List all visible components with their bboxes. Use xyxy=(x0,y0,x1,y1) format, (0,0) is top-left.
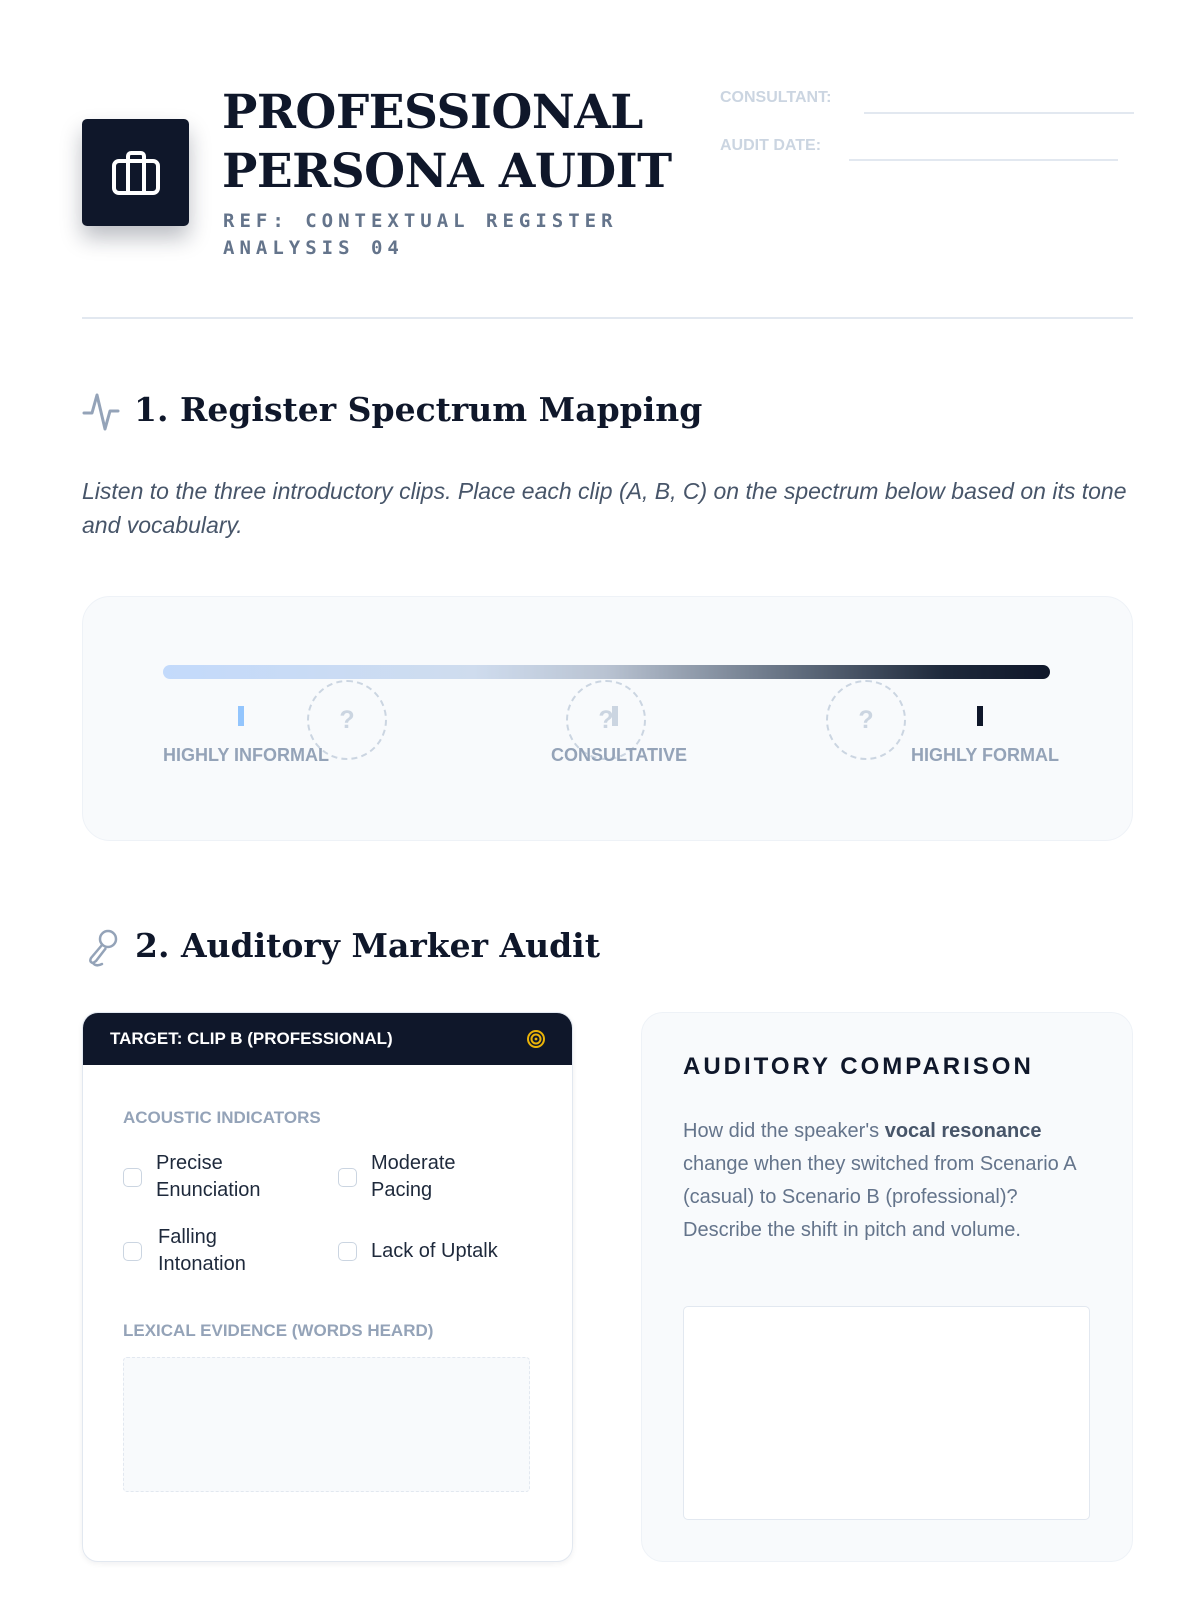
checkbox-label: Lack of Uptalk xyxy=(371,1240,498,1262)
checkbox-label: Moderate xyxy=(371,1152,456,1174)
auditory-comparison-title: AUDITORY COMPARISON xyxy=(683,1053,1034,1080)
reference-line-1: REF: CONTEXTUAL REGISTER xyxy=(223,210,618,232)
acoustic-indicators-label: ACOUSTIC INDICATORS xyxy=(123,1108,321,1127)
reference-line-2: ANALYSIS 04 xyxy=(223,237,404,259)
target-icon xyxy=(526,1029,546,1049)
spectrum-tick-informal xyxy=(238,706,244,726)
checkbox-precise-enunciation[interactable] xyxy=(123,1150,261,1204)
consultant-label: CONSULTANT: xyxy=(720,89,832,106)
prompt-text: How did the speaker's xyxy=(683,1120,885,1142)
page-title-line-2: PERSONA AUDIT xyxy=(222,144,672,199)
section-1-title: 1. Register Spectrum Mapping xyxy=(134,390,703,429)
prompt-text: change when they switched from Scenario A (casual) to Scenario B (professional)? Describe the shift in pitch and volume. xyxy=(683,1153,1076,1241)
checkbox[interactable] xyxy=(338,1242,357,1261)
checkbox-moderate-pacing[interactable] xyxy=(338,1150,456,1204)
card-header xyxy=(83,1013,572,1065)
checkbox-label: Falling xyxy=(158,1226,217,1248)
checkbox-label: Enunciation xyxy=(156,1179,261,1201)
clip-drop-zone[interactable]: ? xyxy=(307,680,387,760)
page-title-line-1: PROFESSIONAL xyxy=(222,85,643,140)
clip-b-audit-card xyxy=(82,1012,573,1562)
spectrum-label-informal: HIGHLY INFORMAL xyxy=(163,745,330,765)
checkbox-label: Intonation xyxy=(158,1253,246,1275)
checkbox[interactable] xyxy=(338,1168,357,1187)
consultant-field[interactable] xyxy=(864,112,1134,114)
checkbox-label: Pacing xyxy=(371,1179,433,1201)
prompt-emphasis: vocal resonance xyxy=(884,1120,1042,1142)
card-header-title: TARGET: CLIP B (PROFESSIONAL) xyxy=(110,1029,393,1048)
spectrum-label-formal: HIGHLY FORMAL xyxy=(911,745,1060,765)
auditory-comparison-answer-box[interactable] xyxy=(683,1306,1090,1520)
checkbox-falling-intonation[interactable] xyxy=(123,1224,246,1278)
checkbox-label: Precise xyxy=(156,1152,223,1174)
spectrum-label-consultative: CONSULTATIVE xyxy=(551,745,687,765)
audit-date-label: AUDIT DATE: xyxy=(720,137,822,154)
spectrum-tick-formal xyxy=(977,706,983,726)
auditory-comparison-prompt xyxy=(683,1115,1083,1247)
microphone-icon xyxy=(86,928,120,968)
logo-badge xyxy=(82,119,189,226)
checkbox-lack-of-uptalk[interactable] xyxy=(338,1238,498,1265)
auditory-comparison-panel xyxy=(641,1012,1133,1562)
header-divider xyxy=(82,317,1133,319)
audit-date-field[interactable] xyxy=(849,159,1118,161)
section-1-instructions: Listen to the three introductory clips. Place each clip (A, B, C) on the spectrum below based on its tone and vocabulary. xyxy=(82,478,1127,538)
checkbox[interactable] xyxy=(123,1168,142,1187)
lexical-evidence-input[interactable] xyxy=(123,1357,530,1492)
briefcase-icon xyxy=(110,149,162,197)
register-spectrum-bar xyxy=(163,665,1050,679)
clip-drop-zone[interactable]: ? xyxy=(826,680,906,760)
clip-drop-zone[interactable]: ? xyxy=(566,680,646,760)
checkbox[interactable] xyxy=(123,1242,142,1261)
section-2-title: 2. Auditory Marker Audit xyxy=(135,926,600,965)
activity-pulse-icon xyxy=(82,391,120,433)
lexical-evidence-label: LEXICAL EVIDENCE (WORDS HEARD) xyxy=(123,1321,434,1340)
